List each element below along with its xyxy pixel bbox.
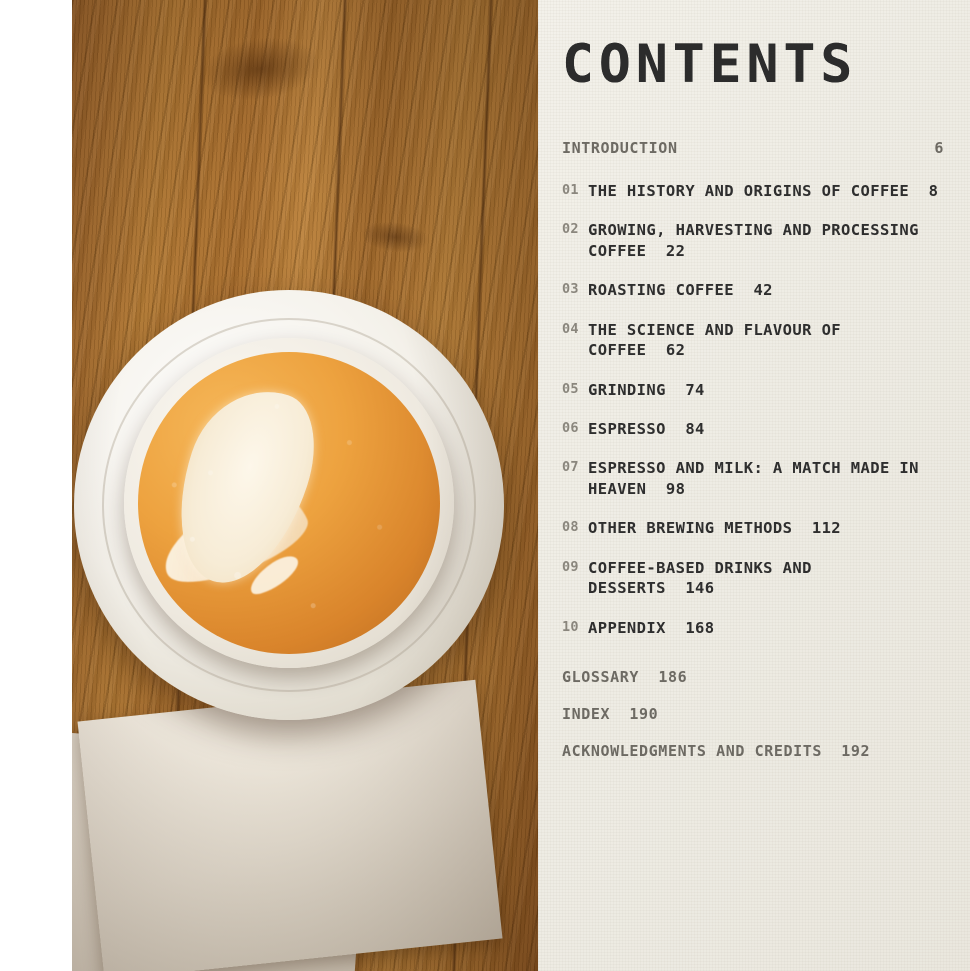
toc-entry-page: 74 <box>685 380 705 399</box>
toc-chapter-number: 08 <box>562 519 579 536</box>
toc-chapter-number: 07 <box>562 459 579 476</box>
toc-entry-page: 112 <box>811 519 842 538</box>
toc-label-text: ESPRESSO <box>588 419 666 438</box>
toc-entry-chapter-04[interactable] <box>562 320 944 361</box>
toc-entry-page: 186 <box>658 668 688 687</box>
toc-entry-page: 190 <box>629 704 659 723</box>
toc-entry-page: 192 <box>841 741 871 760</box>
toc-entry-introduction[interactable] <box>562 139 944 159</box>
toc-chapter-number: 09 <box>562 558 579 575</box>
toc-entry-glossary[interactable] <box>562 668 944 688</box>
toc-entry-chapter-06[interactable] <box>562 419 944 439</box>
toc-entry-label <box>588 220 944 261</box>
toc-entry-page: 22 <box>665 241 686 260</box>
toc-entry-label: INTRODUCTION <box>562 139 678 157</box>
latte-art-leaf <box>156 372 332 599</box>
toc-label-text: THE HISTORY AND ORIGINS OF COFFEE <box>588 181 910 200</box>
toc-entry-label <box>588 618 944 638</box>
toc-entry-label <box>588 181 944 201</box>
page-title: CONTENTS <box>562 34 858 95</box>
napkin <box>78 680 503 971</box>
toc-entry-page: 84 <box>685 419 705 438</box>
coffee-latte-art-photo <box>72 0 538 971</box>
toc-label-text: ACKNOWLEDGMENTS AND CREDITS <box>562 741 823 760</box>
toc-entry-chapter-07[interactable] <box>562 458 944 499</box>
toc-entry-label <box>562 705 944 725</box>
toc-entry-chapter-09[interactable] <box>562 558 944 599</box>
toc-entry-page: 8 <box>928 181 939 200</box>
toc-label-text: INDEX <box>562 704 611 723</box>
crema-surface <box>138 352 440 654</box>
toc-label-text: GLOSSARY <box>562 668 640 687</box>
toc-label-text: GROWING, HARVESTING AND PROCESSING COFFEE <box>588 221 919 260</box>
toc-chapter-number: 06 <box>562 419 579 436</box>
toc-entry-chapter-05[interactable] <box>562 380 944 400</box>
toc-entry-label <box>588 458 944 499</box>
toc-label-text: THE SCIENCE AND FLAVOUR OF COFFEE <box>588 320 842 360</box>
toc-entry-page: 62 <box>665 341 686 360</box>
toc-entry-page: 146 <box>685 579 715 598</box>
toc-label-text: OTHER BREWING METHODS <box>588 519 793 538</box>
toc-entry-chapter-01[interactable] <box>562 181 944 201</box>
toc-chapter-number: 01 <box>562 181 579 198</box>
toc-entry-label <box>588 380 944 400</box>
coffee-cup <box>124 338 454 668</box>
toc-chapter-number: 02 <box>562 221 579 238</box>
toc-label-text: APPENDIX <box>588 618 666 637</box>
toc-entry-label <box>588 518 944 538</box>
latte-art-stem <box>150 475 316 600</box>
toc-label-text: COFFEE-BASED DRINKS AND DESSERTS <box>588 558 812 598</box>
toc-entry-page: 42 <box>753 281 773 300</box>
toc-entry-page: 98 <box>665 479 686 498</box>
toc-entry-label <box>588 419 944 439</box>
toc-entry-page: 168 <box>685 618 715 637</box>
toc-entry-index[interactable] <box>562 705 944 725</box>
toc-chapter-number: 05 <box>562 380 579 397</box>
toc-entry-page: 6 <box>934 139 944 157</box>
toc-entry-label <box>588 558 944 599</box>
toc-chapter-number: 03 <box>562 281 579 298</box>
toc-entry-label <box>562 742 944 762</box>
toc-entry-label <box>588 320 944 361</box>
table-of-contents <box>562 139 944 762</box>
toc-label-text: ESPRESSO AND MILK: A MATCH MADE IN HEAVEN <box>588 459 919 498</box>
toc-entry-chapter-03[interactable] <box>562 280 944 300</box>
toc-label-text: GRINDING <box>588 380 666 399</box>
latte-art-tip <box>245 550 304 600</box>
toc-entry-chapter-08[interactable] <box>562 518 944 538</box>
toc-entry-chapter-02[interactable] <box>562 220 944 261</box>
toc-entry-acknowledgments[interactable] <box>562 742 944 762</box>
toc-chapter-number: 04 <box>562 320 579 337</box>
contents-panel <box>538 0 970 971</box>
toc-entry-label <box>588 280 944 300</box>
toc-chapter-number: 10 <box>562 618 579 635</box>
toc-entry-chapter-10[interactable] <box>562 618 944 638</box>
toc-label-text: ROASTING COFFEE <box>588 281 734 300</box>
toc-entry-label <box>562 668 944 688</box>
